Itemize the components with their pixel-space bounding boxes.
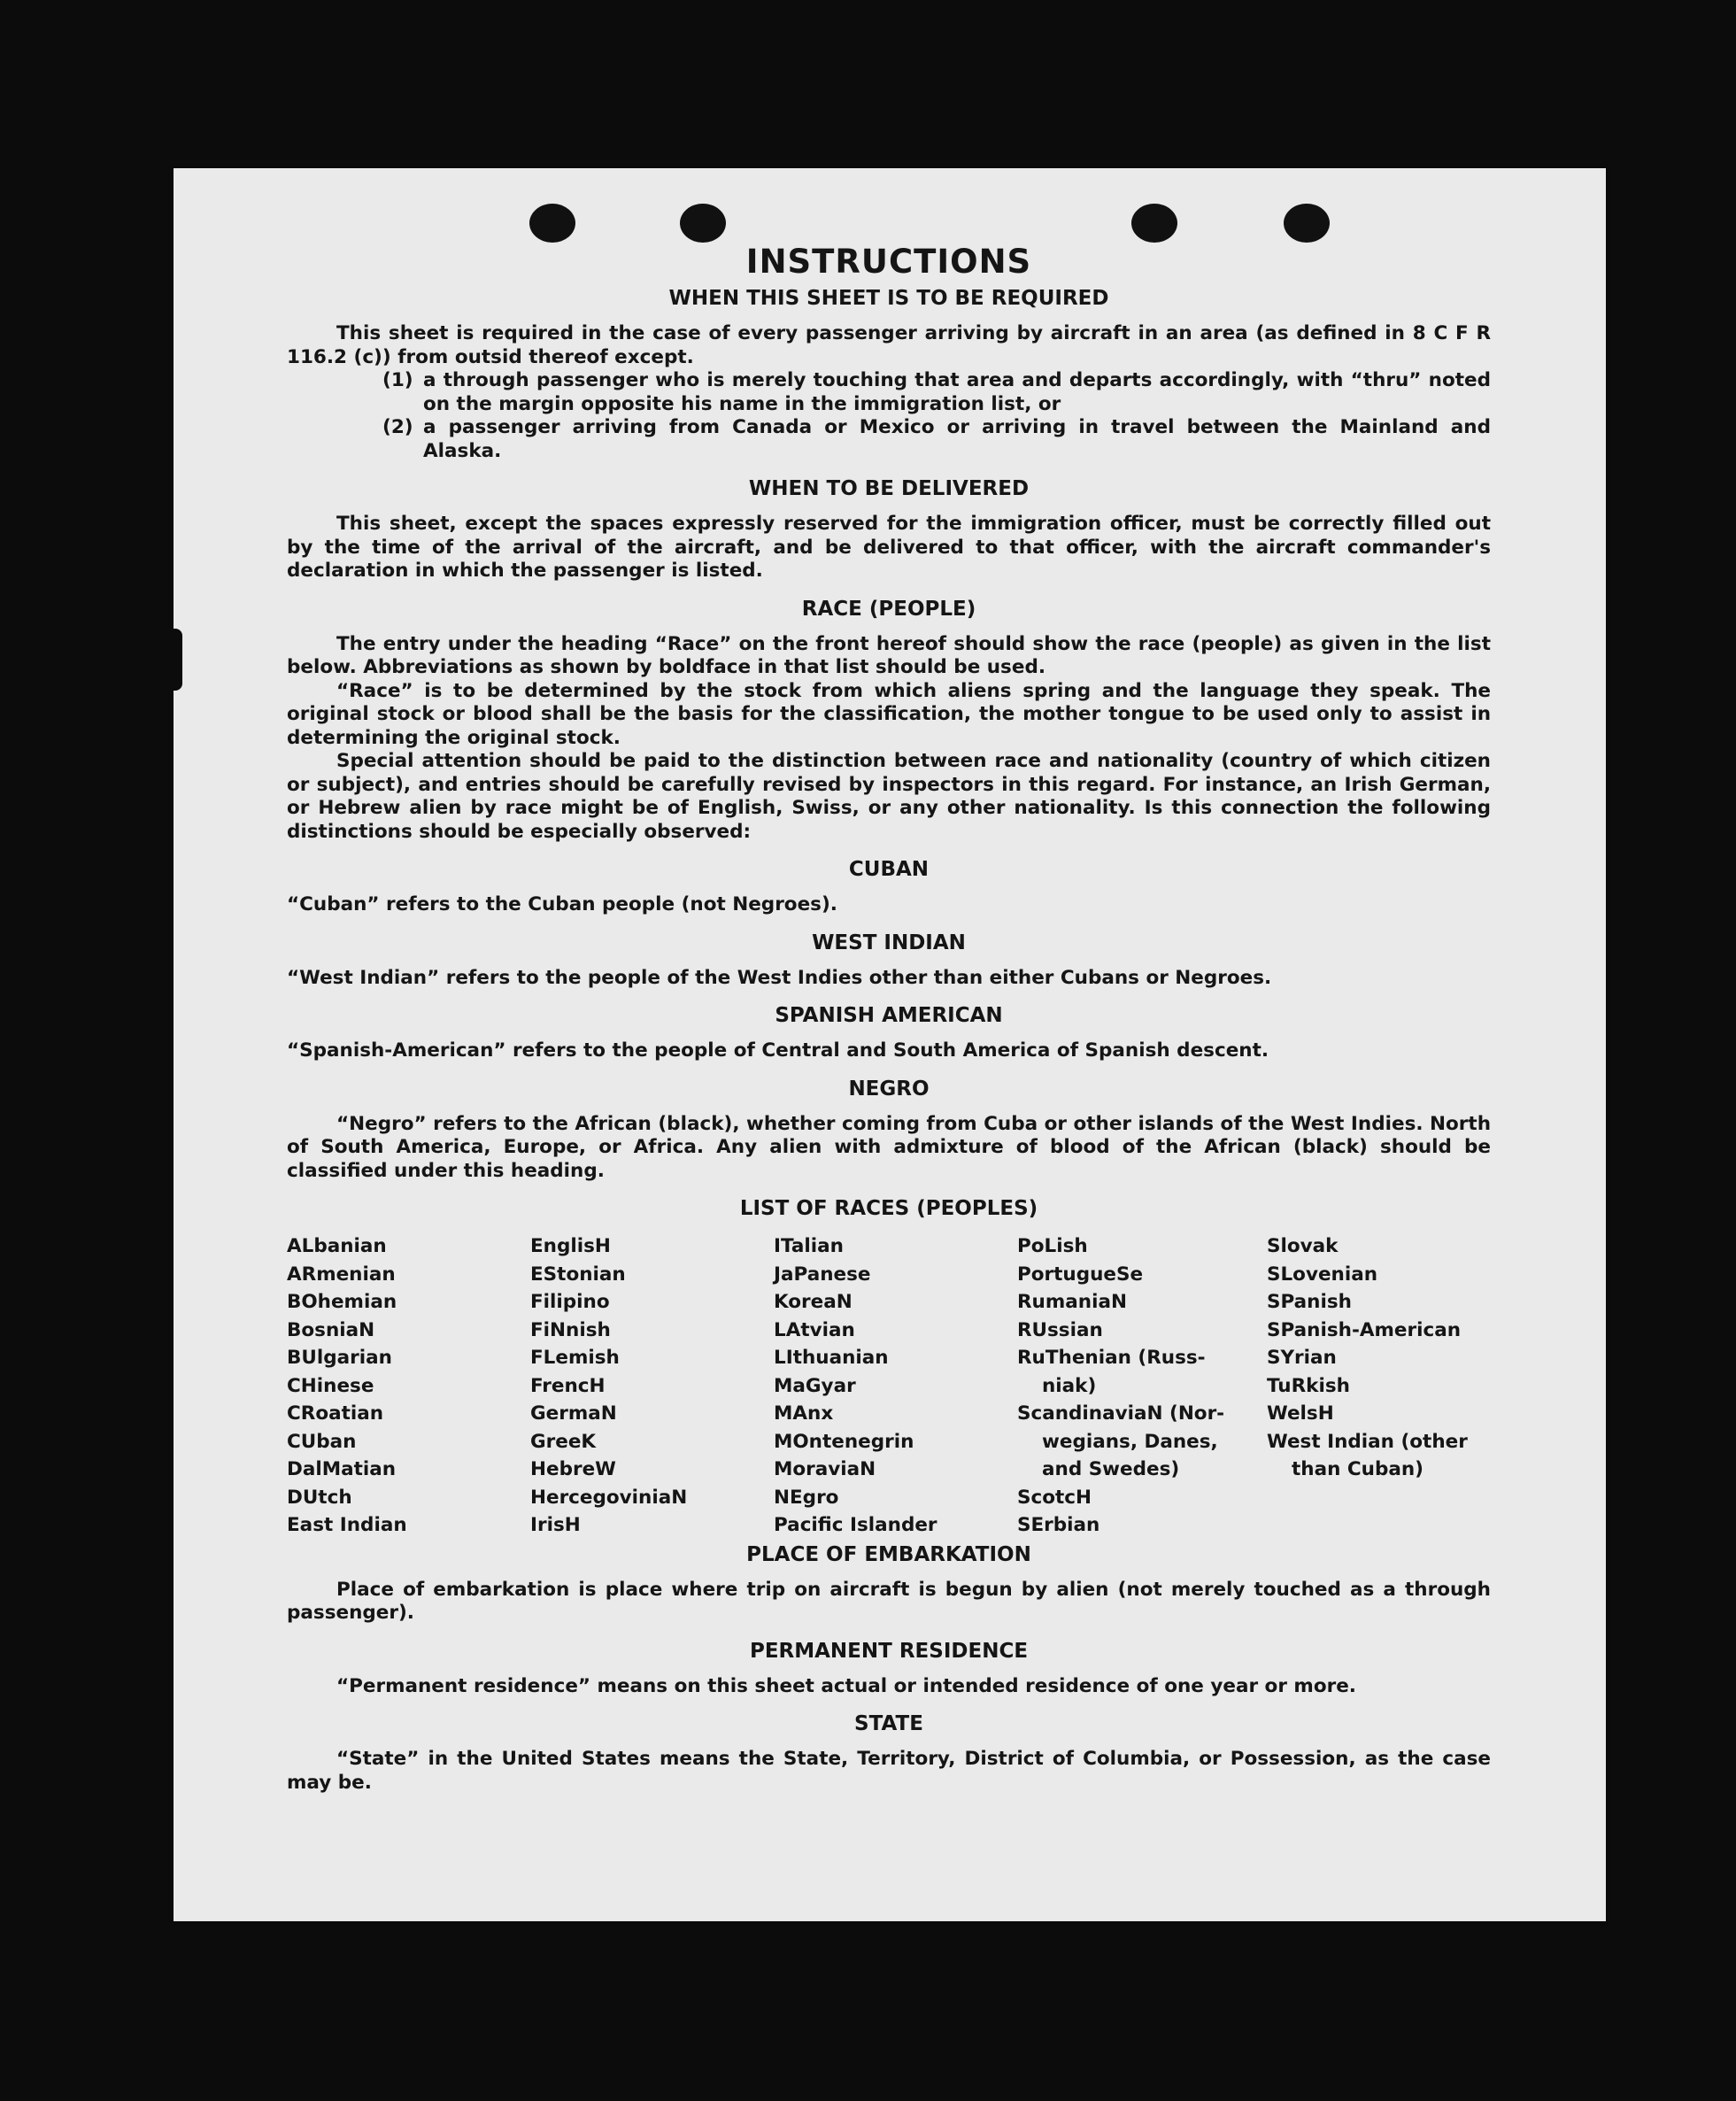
race-entry: BOhemian [287,1291,397,1313]
race-entry: PoLish [1017,1235,1088,1257]
heading-permanent-residence: PERMANENT RESIDENCE [749,1639,1029,1663]
race-paragraph-1: The entry under the heading “Race” on the front hereof should show the race (people) as given in the list below. Abbreviations as shown by boldface in that list should be used. [287,632,1491,678]
race-entry: MAnx [774,1402,834,1425]
race-entry: HebreW [530,1458,616,1480]
race-entry: FLemish [530,1347,620,1369]
document-sheet [174,168,1606,1921]
cuban-text: “Cuban” refers to the Cuban people (not Negroes). [287,893,837,915]
race-entry: ScandinaviaN (Nor- [1017,1402,1225,1425]
race-entry: GermaN [530,1402,617,1425]
required-intro: This sheet is required in the case of every passenger arriving by aircraft in an area (as defined in 8 C F R 116.2 (c)) from outsid thereof except. [287,322,1491,368]
race-entry: East Indian [287,1514,407,1536]
heading-cuban: CUBAN [848,858,930,881]
exception-item [287,416,1491,463]
instructions-content [287,243,1491,1795]
race-entry: RuThenian (Russ- [1017,1347,1206,1369]
races-list [287,1232,1491,1540]
exception-item [287,369,1491,416]
punch-hole-1 [529,204,575,243]
race-entry: MOntenegrin [774,1430,914,1453]
race-entry: SPanish-American [1267,1318,1462,1341]
west-indian-text: “West Indian” refers to the people of the West Indies other than either Cubans or Negroes. [287,966,1272,989]
heading-place-of-embarkation: PLACE OF EMBARKATION [746,1542,1031,1566]
race-entry: RumaniaN [1017,1291,1127,1313]
heading-spanish-american: SPANISH AMERICAN [775,1004,1003,1027]
race-entry-continued: wegians, Danes, [1042,1430,1218,1453]
races-column-1 [287,1232,530,1540]
heading-race: RACE (PEOPLE) [801,597,976,621]
punch-hole-3 [1131,204,1177,243]
race-entry: West Indian (other [1267,1430,1468,1453]
race-entry: NEgro [774,1486,839,1509]
exception-text: a passenger arriving from Canada or Mexico or arriving in travel between the Mainland and Alaska. [423,416,1491,462]
race-entry: HercegoviniaN [530,1486,688,1509]
page-title: INSTRUCTIONS [745,243,1032,281]
race-entry: ALbanian [287,1235,387,1257]
race-entry: LIthuanian [774,1347,889,1369]
race-entry: SErbian [1017,1514,1100,1536]
punch-hole-4 [1284,204,1330,243]
heading-when-required: WHEN THIS SHEET IS TO BE REQUIRED [668,287,1109,310]
negro-text: “Negro” refers to the African (black), whether coming from Cuba or other islands of the West Indies. North of South America, Europe, or Africa. Any alien with admixture of blood of the African (black) should be classified under this heading. [287,1112,1491,1182]
race-paragraph-3: Special attention should be paid to the distinction between race and nationality (country of which citizen or subject), and entries should be carefully revised by inspectors in this regard. For instance, an Irish German, or Hebrew alien by race might be of English, Swiss, or any other nationality. Is this connection the following distinctions should be especially observed: [287,750,1491,843]
exception-number: (1) [382,369,413,391]
race-entry: CRoatian [287,1402,384,1425]
race-entry: JaPanese [774,1263,871,1286]
delivered-text: This sheet, except the spaces expressly reserved for the immigration officer, must be correctly filled out by the time of the arrival of the aircraft, and be delivered to that officer, with the aircraft commander's declaration in which the passenger is listed. [287,513,1491,582]
race-entry: Pacific Islander [774,1514,937,1536]
residence-text: “Permanent residence” means on this sheet actual or intended residence of one year or more. [336,1674,1356,1697]
heading-west-indian: WEST INDIAN [812,931,966,954]
race-entry: RUssian [1017,1318,1103,1341]
edge-tear [168,629,182,691]
race-entry: DUtch [287,1486,352,1509]
exception-text: a through passenger who is merely touching that area and departs accordingly, with “thru” noted on the margin opposite his name in the immigration list, or [423,369,1491,415]
race-entry: CUban [287,1430,357,1453]
race-entry: Filipino [530,1291,610,1313]
race-entry: FrencH [530,1374,606,1397]
embarkation-text: Place of embarkation is place where trip on aircraft is begun by alien (not merely touched as a through passenger). [287,1578,1491,1624]
race-entry: DalMatian [287,1458,397,1480]
punch-hole-2 [680,204,726,243]
race-entry: ScotcH [1017,1486,1092,1509]
race-entry: GreeK [530,1430,597,1453]
race-entry: MaGyar [774,1374,856,1397]
race-paragraph-2: “Race” is to be determined by the stock from which aliens spring and the language they speak. The original stock or blood shall be the basis for the classification, the mother tongue to be used only to assist in determining the original stock. [287,679,1491,749]
race-entry: BosniaN [287,1318,375,1341]
race-entry: ITalian [774,1235,844,1257]
race-entry: EnglisH [530,1235,611,1257]
heading-negro: NEGRO [848,1077,930,1101]
races-column-2 [530,1232,774,1540]
races-column-5 [1267,1232,1491,1540]
race-entry-continued: than Cuban) [1292,1458,1424,1480]
race-entry: SPanish [1267,1291,1352,1313]
race-entry: KoreaN [774,1291,853,1313]
race-entry: Slovak [1267,1235,1339,1257]
race-entry: TuRkish [1267,1374,1350,1397]
race-entry: ARmenian [287,1263,396,1286]
race-entry: FiNnish [530,1318,611,1341]
race-entry: BUlgarian [287,1347,392,1369]
race-entry: PortugueSe [1017,1263,1144,1286]
race-entry: CHinese [287,1374,374,1397]
race-entry: IrisH [530,1514,581,1536]
race-entry: SLovenian [1267,1263,1378,1286]
race-entry: WelsH [1267,1402,1334,1425]
races-column-4 [1017,1232,1267,1540]
spanish-american-text: “Spanish-American” refers to the people of Central and South America of Spanish descent. [287,1039,1269,1062]
heading-state: STATE [854,1712,923,1735]
race-entry-continued: and Swedes) [1042,1458,1180,1480]
state-text: “State” in the United States means the State, Territory, District of Columbia, or Possession, as the case may be. [287,1748,1491,1794]
race-entry: SYrian [1267,1347,1337,1369]
race-entry: EStonian [530,1263,626,1286]
exception-number: (2) [382,416,413,438]
heading-list-of-races: LIST OF RACES (PEOPLES) [739,1197,1038,1220]
race-entry-continued: niak) [1042,1374,1097,1397]
heading-when-delivered: WHEN TO BE DELIVERED [748,477,1030,500]
race-entry: LAtvian [774,1318,855,1341]
races-column-3 [774,1232,1017,1540]
race-entry: MoraviaN [774,1458,876,1480]
